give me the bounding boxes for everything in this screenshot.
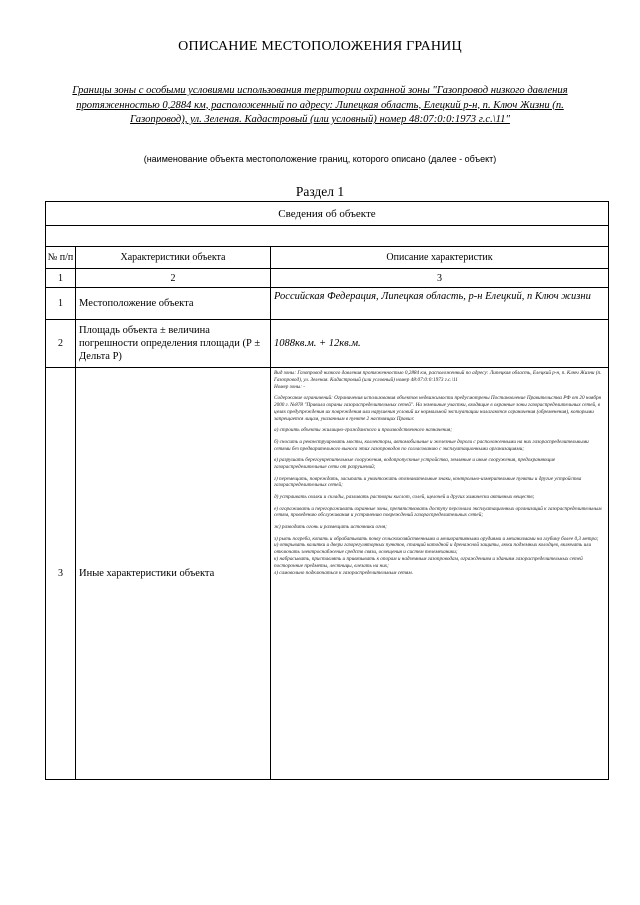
column-number: 2: [76, 269, 271, 288]
restriction-paragraph: Номер зоны: -: [274, 383, 306, 390]
restriction-paragraph: г) перемещать, повреждать, засыпать и уничтожать опознавательные знаки, контрольно-измерительные пункты и другие устройства газораспределительных сетей;: [274, 475, 582, 489]
column-header-characteristic: Характеристики объекта: [76, 247, 271, 269]
restriction-paragraph: б) сносить и реконструировать мосты, коллекторы, автомобильные и железные дороги с расположенными на них газораспределительными сетями без предварительного выноса этих газопроводов по согласованию с эксплуатационными организациями;: [274, 438, 589, 452]
row-characteristic: Местоположение объекта: [76, 288, 271, 320]
restriction-paragraph: ж) разводить огонь и размещать источники огня;: [274, 523, 387, 530]
row-number: 3: [46, 368, 76, 780]
object-subject: Границы зоны с особыми условиями использования территории охранной зоны "Газопровод низкого давления протяженностью 0,2884 км, расположенный по адресу: Липецкая область, Елецкий р-н, п. Ключ Жизни (п. Газопровод), ул. Зеленая. Кадастровый (или условный) номер 48:07:0:0:1973 г.с.\11": [72, 85, 568, 125]
row-description: Российская Федерация, Липецкая область, р-н Елецкий, п Ключ жизни: [271, 288, 609, 320]
object-info-table: [45, 201, 609, 780]
restriction-paragraph: Содержание ограничений: Ограничения использования объектов недвижимости предусмотрены Постановление Правительства РФ от 20 ноября 2000 г. №878 "Правила охраны газораспределительных сетей". На земельные участки, входящие в охранные зоны газораспределительных сетей, в целях предупреждения их повреждения или нарушения условий их нормальной эксплуатации налагаются ограничения (обременения), которыми запрещается лицам, указанным в пункте 2 настоящих Правил:: [274, 395, 601, 422]
restriction-paragraph: в) разрушать берегоукрепительные сооружения, водопропускные устройства, земляные и иные сооружения, предохраняющие газораспределительные сети от разрушений;: [274, 457, 556, 470]
row-characteristic: Площадь объекта ± величина погрешности определения площади (Р ± Дельта Р): [76, 320, 271, 368]
restriction-paragraph: д) устраивать свалки и склады, разливать растворы кислот, солей, щелочей и других химически активных веществ;: [274, 493, 535, 500]
row-description: [271, 368, 609, 780]
row-number: 2: [46, 320, 76, 368]
object-caption: (наименование объекта местоположение границ, которого описано (далее - объект): [143, 154, 497, 164]
empty-row: [46, 226, 609, 247]
restriction-paragraph: и) открывать калитки и двери газорегуляторных пунктов, станций катодной и дренажной защиты, люки подземных колодцев, включать или отключать электроснабжение средств связи, освещения и систем телемеханики;: [274, 542, 592, 556]
column-number: 1: [46, 269, 76, 288]
page-title: ОПИСАНИЕ МЕСТОПОЛОЖЕНИЯ ГРАНИЦ: [178, 39, 462, 54]
row-number: 1: [46, 288, 76, 320]
section-title: Раздел 1: [295, 184, 345, 199]
row-characteristic: Иные характеристики объекта: [76, 368, 271, 780]
table-row: [46, 320, 609, 368]
restriction-paragraph: л) самовольно подключаться к газораспределительным сетям.: [274, 569, 413, 576]
table-row: [46, 288, 609, 320]
restriction-paragraph: к) набрасывать, приставлять и привязывать к опорам и надземным газопроводам, ограждениям и зданиям газораспределительных сетей посторонние предметы, лестницы, влезать на них;: [274, 555, 583, 569]
restriction-paragraph: а) строить объекты жилищно-гражданского и производственного назначения;: [274, 427, 452, 434]
row-description: 1088кв.м. + 12кв.м.: [271, 320, 609, 368]
column-header-description: Описание характеристик: [271, 247, 609, 269]
restriction-paragraph: з) рыть погреба, копать и обрабатывать почву сельскохозяйственными и мелиоративными орудиями и механизмами на глубину более 0,3 метра;: [274, 535, 599, 542]
restriction-paragraph: Вид зоны: Газопровод низкого давления протяженностью 0,2884 км, расположенный по адресу: Липецкая область, Елецкий р-н, п. Ключ Жизни (п. Газопровод), ул. Зеленая. Кадастровый (или условный) номер 48:07:0:0:1973 г.с.\11: [274, 370, 602, 383]
table-header: Сведения об объекте: [46, 202, 609, 226]
table-row: [46, 368, 609, 780]
column-header-number: № п/п: [46, 247, 76, 269]
restriction-paragraph: е) огораживать и перегораживать охранные зоны, препятствовать доступу персонала эксплуатационных организаций к газораспределительным сетям, проведению обслуживания и устранению повреждений газораспределительных сетей;: [274, 505, 602, 519]
column-number: 3: [271, 269, 609, 288]
